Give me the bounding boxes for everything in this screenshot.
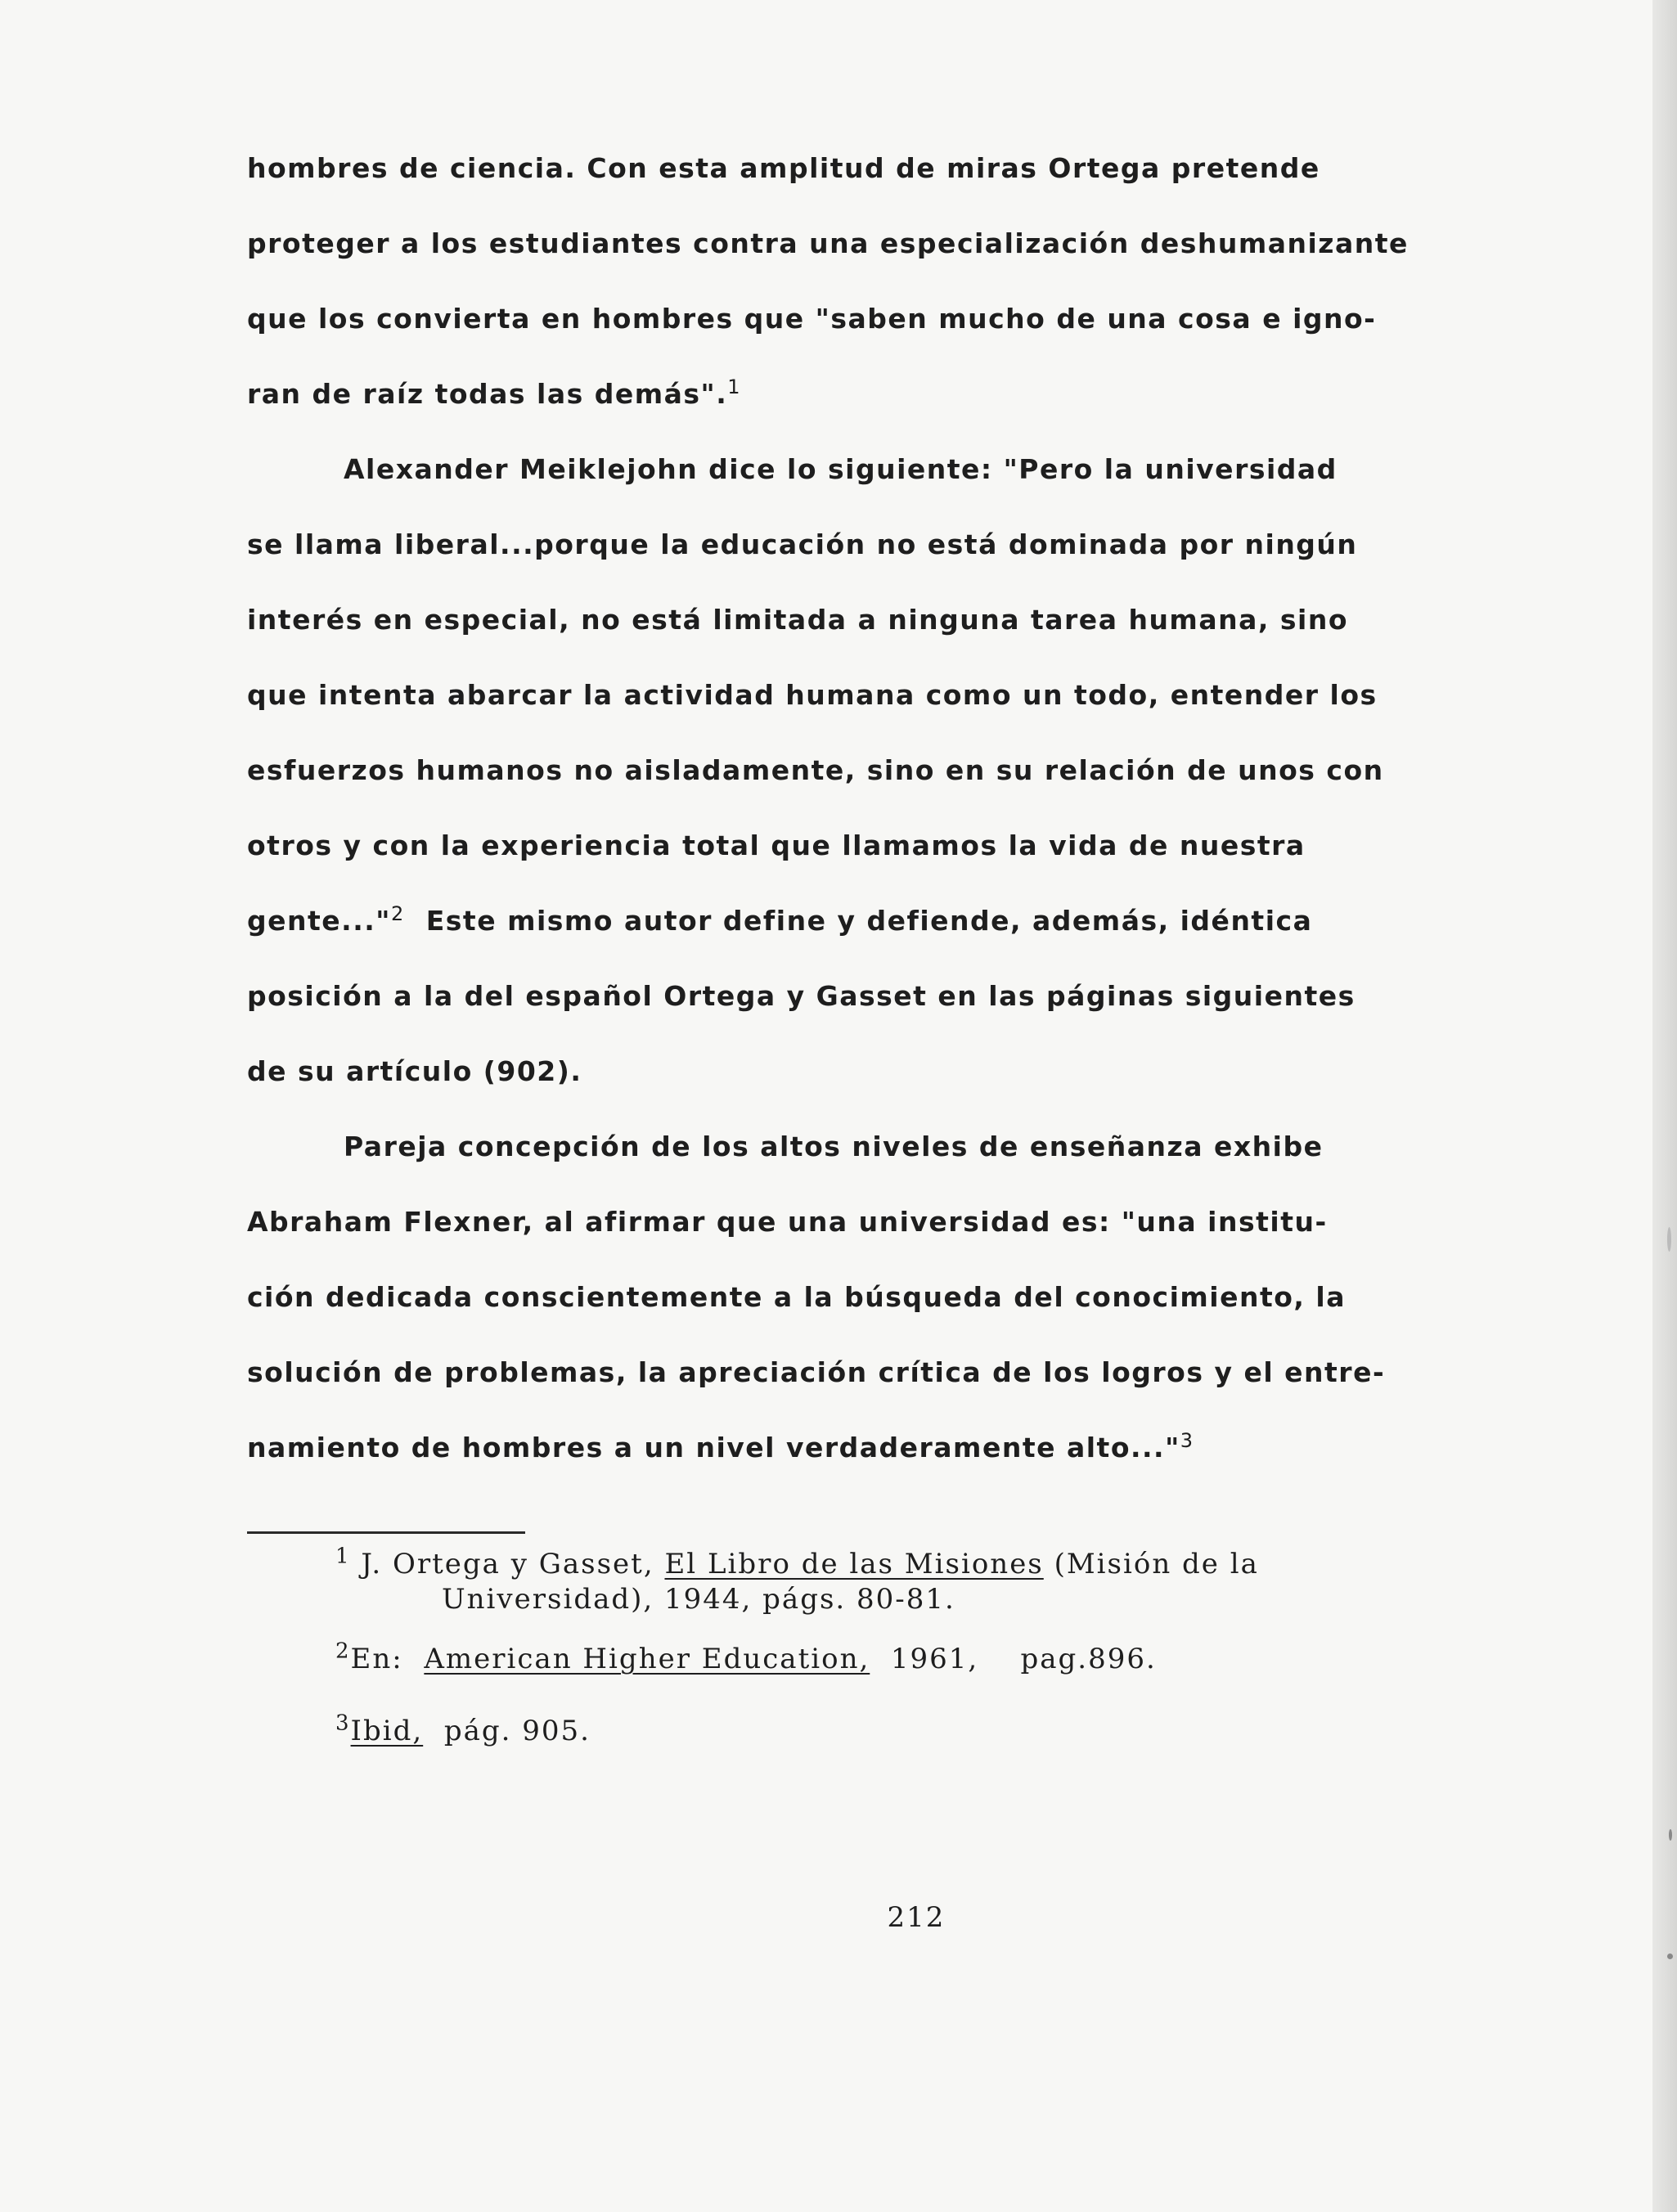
body-line: Pareja concepción de los altos niveles de enseñanza exhibe: [344, 1131, 1324, 1162]
footnote-ref-2: 2: [390, 902, 405, 925]
body-line: posición a la del español Ortega y Gasset en las páginas siguientes: [247, 980, 1356, 1012]
footnote-ref-1: 1: [727, 375, 742, 398]
body-line: de su artículo (902).: [247, 1055, 582, 1087]
footnote-2: [335, 1641, 1415, 1677]
footnote-text: (Misión de la: [1054, 1548, 1259, 1580]
body-line: esfuerzos humanos no aisladamente, sino en su relación de unos con: [247, 754, 1384, 786]
footnote-ref-3: 3: [1180, 1429, 1194, 1452]
footnote-1-continued: Universidad), 1944, págs. 80-81.: [442, 1583, 955, 1616]
footnote-marker: 2: [335, 1639, 351, 1664]
footnotes: [335, 1546, 1415, 1749]
body-line: namiento de hombres a un nivel verdaderamente alto..."$^3$: [247, 1429, 1194, 1463]
body-line: gente..."$^2$ Este mismo autor define y defiende, además, idéntica: [247, 902, 1313, 937]
footnote-text: pág. 905.: [443, 1715, 591, 1747]
body-line: ción dedicada conscientemente a la búsqueda del conocimiento, la: [247, 1281, 1347, 1313]
body-line: solución de problemas, la apreciación crítica de los logros y el entre-: [247, 1356, 1386, 1388]
footnote-title: American Higher Education,: [424, 1643, 870, 1675]
footnote-3: [335, 1713, 1415, 1749]
footnote-1: [335, 1546, 1415, 1582]
body-line: proteger a los estudiantes contra una especialización deshumanizante: [247, 227, 1409, 259]
footnote-text: 1961, pag.896.: [890, 1643, 1157, 1675]
body-line: otros y con la experiencia total que llamamos la vida de nuestra: [247, 830, 1306, 861]
body-line: que los convierta en hombres que "saben mucho de una cosa e igno-: [247, 303, 1377, 335]
footnote-author: J. Ortega y Gasset,: [361, 1548, 654, 1580]
body-line: hombres de ciencia. Con esta amplitud de miras Ortega pretende: [247, 152, 1320, 184]
body-line: se llama liberal...porque la educación no está dominada por ningún: [247, 528, 1358, 560]
body-line: que intenta abarcar la actividad humana como un todo, entender los: [247, 679, 1378, 711]
body-line: interés en especial, no está limitada a ninguna tarea humana, sino: [247, 604, 1348, 636]
body-line: ran de raíz todas las demás".$^1$: [247, 375, 742, 410]
footnote-marker: 3: [335, 1711, 351, 1736]
scan-speck: [1667, 1227, 1671, 1252]
scan-edge: [1652, 0, 1677, 2212]
footnote-prefix: En:: [350, 1643, 403, 1675]
page-number: 212: [887, 1901, 946, 1934]
body-line: Abraham Flexner, al afirmar que una universidad es: "una institu-: [247, 1206, 1328, 1238]
footnote-separator: [247, 1531, 525, 1534]
scan-speck: [1667, 1953, 1673, 1959]
footnote-title: El Libro de las Misiones: [664, 1548, 1044, 1580]
body-text: [247, 131, 1409, 1486]
scan-speck: [1669, 1829, 1672, 1841]
footnote-title: Ibid,: [350, 1715, 424, 1747]
body-line: Alexander Meiklejohn dice lo siguiente: "Pero la universidad: [344, 453, 1338, 485]
footnote-marker: 1: [335, 1544, 351, 1569]
